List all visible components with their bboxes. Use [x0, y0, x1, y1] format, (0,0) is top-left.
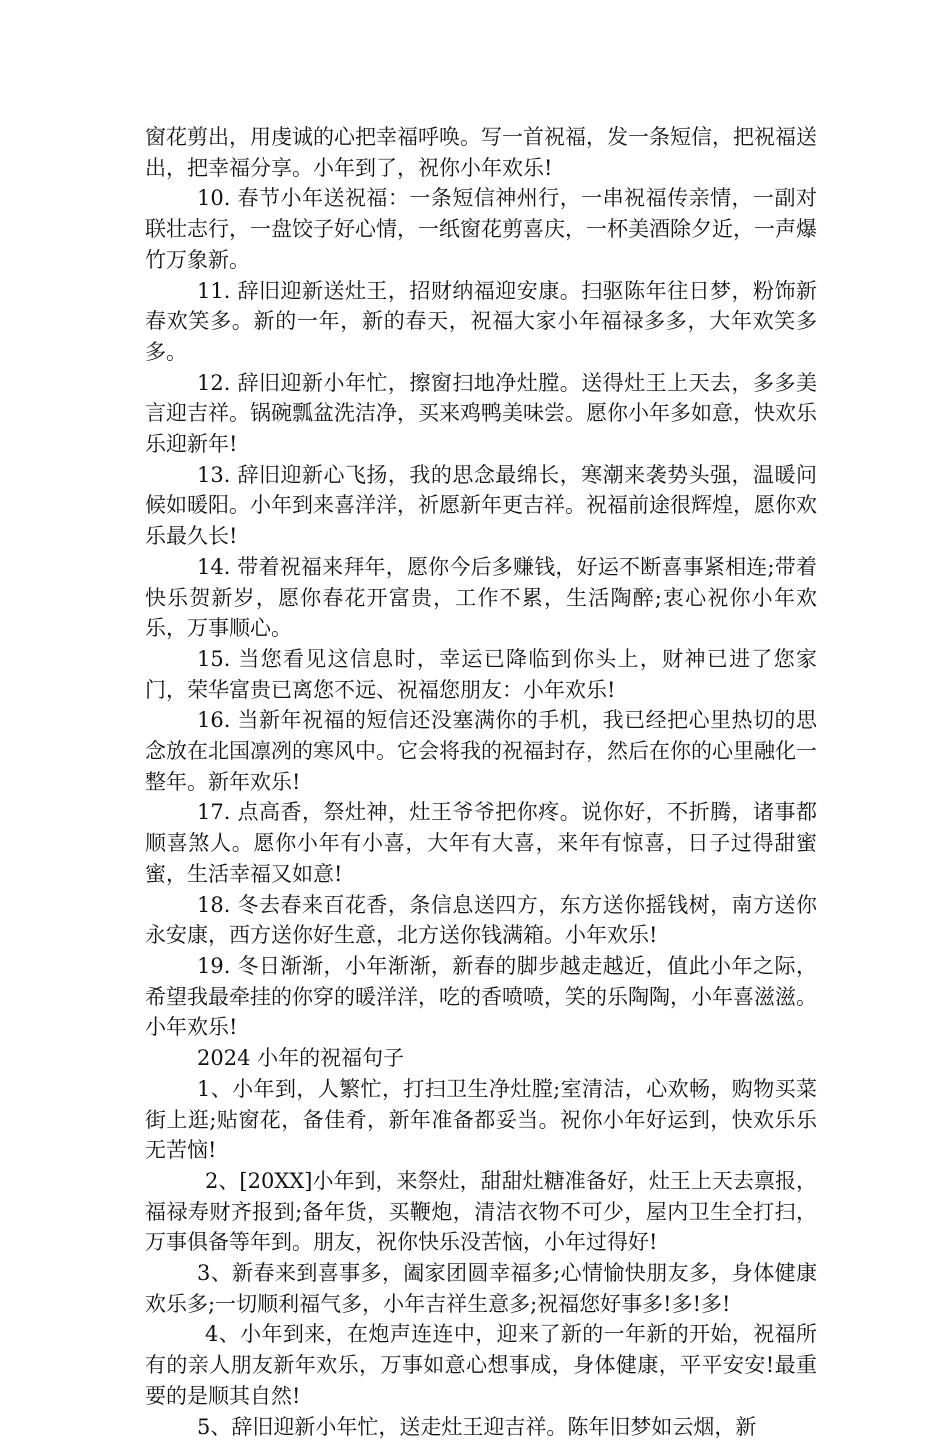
paragraph-continued: 窗花剪出，用虔诚的心把幸福呼唤。写一首祝福，发一条短信，把祝福送出，把幸福分享。小年到了，祝你小年欢乐! — [145, 125, 817, 180]
paragraph-item-13: 13. 辞旧迎新心飞扬，我的思念最绵长，寒潮来袭势头强，温暖问候如暖阳。小年到来喜洋洋，祈愿新年更吉祥。祝福前途很辉煌，愿你欢乐最久长! — [145, 462, 817, 549]
paragraph-item-14: 14. 带着祝福来拜年，愿你今后多赚钱，好运不断喜事紧相连;带着快乐贺新岁，愿你春花开富贵，工作不累，生活陶醉;衷心祝你小年欢乐，万事顺心。 — [145, 554, 817, 641]
paragraph-item-19: 19. 冬日渐渐，小年渐渐，新春的脚步越走越近，值此小年之际，希望我最牵挂的你穿的暖洋洋，吃的香喷喷，笑的乐陶陶，小年喜滋滋。小年欢乐! — [145, 953, 817, 1040]
paragraph-item-17: 17. 点高香，祭灶神，灶王爷爷把你疼。说你好，不折腾，诸事都顺喜煞人。愿你小年有小喜，大年有大喜，来年有惊喜，日子过得甜蜜蜜，生活幸福又如意! — [145, 800, 817, 886]
paragraph-item-12: 12. 辞旧迎新小年忙，擦窗扫地净灶膛。送得灶王上天去，多多美言迎吉祥。锅碗瓢盆洗洁净，买来鸡鸭美味尝。愿你小年多如意，快欢乐乐迎新年! — [145, 370, 817, 457]
paragraph-item-16: 16. 当新年祝福的短信还没塞满你的手机，我已经把心里热切的思念放在北国凛冽的寒风中。它会将我的祝福封存，然后在你的心里融化一整年。新年欢乐! — [145, 708, 817, 794]
paragraph-item-10: 10. 春节小年送祝福：一条短信神州行，一串祝福传亲情，一副对联壮志行，一盘饺子好心情，一纸窗花剪喜庆，一杯美酒除夕近，一声爆竹万象新。 — [145, 186, 817, 272]
paragraph-section-item-5: 5、辞旧迎新小年忙，送走灶王迎吉祥。陈年旧梦如云烟，新 — [197, 1414, 757, 1439]
document-body — [145, 122, 817, 1442]
paragraph-section-item-1: 1、小年到，人繁忙，打扫卫生净灶膛;室清洁，心欢畅，购物买菜街上逛;贴窗花，备佳肴，新年准备都妥当。祝你小年好运到，快欢乐乐无苦恼! — [145, 1076, 817, 1163]
paragraph-item-15: 15. 当您看见这信息时，幸运已降临到你头上，财神已进了您家门，荣华富贵已离您不远、祝福您朋友：小年欢乐! — [145, 646, 817, 702]
paragraph-item-18: 18. 冬去春来百花香，条信息送四方，东方送你摇钱树，南方送你永安康，西方送你好生意，北方送你钱满箱。小年欢乐! — [145, 892, 817, 948]
paragraph-item-11: 11. 辞旧迎新送灶王，招财纳福迎安康。扫驱陈年往日梦，粉饰新春欢笑多。新的一年，新的春天，祝福大家小年福禄多多，大年欢笑多多。 — [145, 278, 817, 364]
paragraph-section-item-2: 2、[20XX]小年到，来祭灶，甜甜灶糖准备好，灶王上天去禀报，福禄寿财齐报到;备年货，买鞭炮，清洁衣物不可少，屋内卫生全打扫，万事俱备等年到。朋友，祝你快乐没苦恼，小年过得好! — [145, 1168, 817, 1255]
section-heading: 2024 小年的祝福句子 — [197, 1046, 405, 1071]
paragraph-section-item-4: 4、小年到来，在炮声连连中，迎来了新的一年新的开始，祝福所有的亲人朋友新年欢乐，万事如意心想事成，身体健康，平平安安!最重要的是顺其自然! — [145, 1322, 817, 1408]
paragraph-section-item-3: 3、新春来到喜事多，阖家团圆幸福多;心情愉快朋友多，身体健康欢乐多;一切顺利福气多，小年吉祥生意多;祝福您好事多!多!多! — [145, 1261, 817, 1316]
